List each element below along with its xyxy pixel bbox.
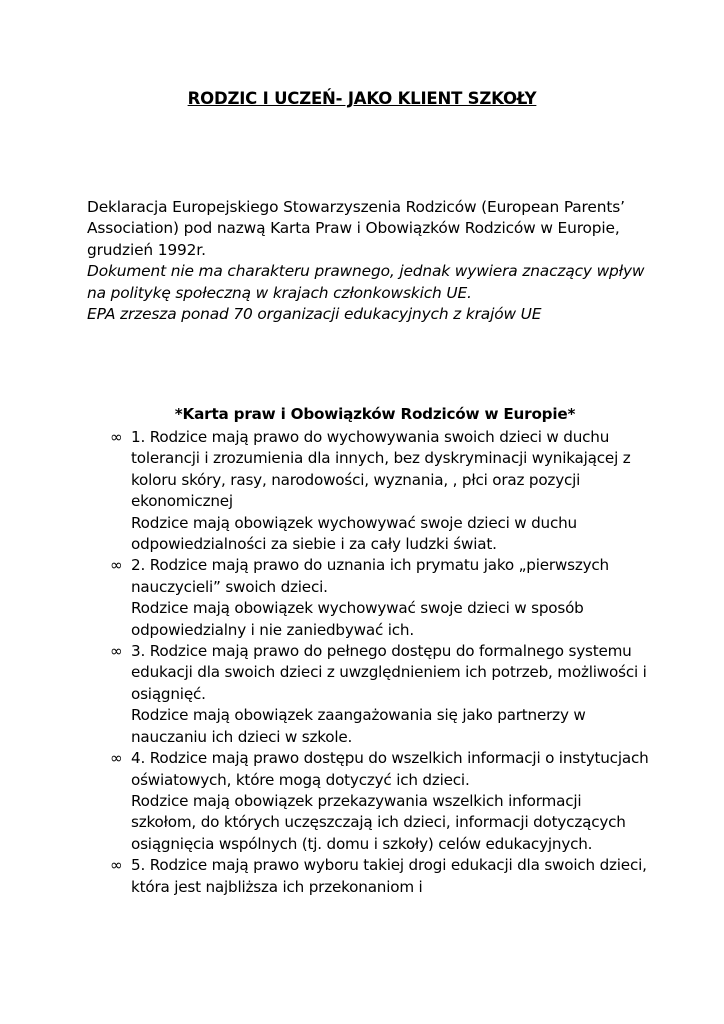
infinity-bullet-icon: ∞ [110,856,123,875]
infinity-bullet-icon: ∞ [110,556,123,575]
duty-text: Rodzice mają obowiązek wychowywać swoje dzieci w duchu odpowiedzialności za siebie i za cały ludzki świat. [131,513,577,554]
list-item [110,855,650,898]
charter-title: *Karta praw i Obowiązków Rodziców w Europie* [174,405,576,423]
right-text: 1. Rodzice mają prawo do wychowywania swoich dzieci w duchu tolerancji i zrozumienia dla innych, bez dyskryminacji wynikającej z koloru skóry, rasy, narodowości, wyznania, , płci oraz pozycji ekonomicznej [131,428,631,511]
infinity-bullet-icon: ∞ [110,428,123,446]
infinity-bullet-icon: ∞ [110,749,123,768]
list-item [110,427,650,555]
epa-note: EPA zrzesza ponad 70 organizacji edukacyjnych z krajów UE [87,305,542,324]
duty-text: Rodzice mają obowiązek przekazywania wszelkich informacji szkołom, do których uczęszczają ich dzieci, informacji dotyczących osiągnięcia wspólnych (tj. domu i szkoły) celów edukacyjnych. [131,791,626,853]
declaration-text: Deklaracja Europejskiego Stowarzyszenia Rodziców (European Parents’ Association) pod nazwą Karta Praw i Obowiązków Rodziców w Europie, grudzień 1992r. [87,198,625,259]
list-item [110,641,650,748]
right-text: 5. Rodzice mają prawo wyboru takiej drogi edukacji dla swoich dzieci, która jest najbliższa ich przekonaniom i [131,856,647,896]
right-text: 3. Rodzice mają prawo do pełnego dostępu do formalnego systemu edukacji dla swoich dzieci z uwzględnieniem ich potrzeb, możliwości i osiągnięć. [131,642,647,703]
right-text: 4. Rodzice mają prawo dostępu do wszelkich informacji o instytucjach oświatowych, które mogą dotyczyć ich dzieci. [131,749,649,789]
infinity-bullet-icon: ∞ [110,642,123,661]
list-item [110,748,650,855]
duty-text: Rodzice mają obowiązek zaangażowania się jako partnerzy w nauczaniu ich dzieci w szkole. [131,706,586,746]
intro-section [87,197,647,325]
page-title: RODZIC I UCZEŃ- JAKO KLIENT SZKOŁY [187,89,537,108]
list-item [110,555,650,641]
legal-note: Dokument nie ma charakteru prawnego, jednak wywiera znaczący wpływ na politykę społeczną w krajach członkowskich UE. [87,262,645,302]
duty-text: Rodzice mają obowiązek wychowywać swoje dzieci w sposób odpowiedzialny i nie zaniedbywać ich. [131,599,584,639]
charter-list [110,427,650,898]
right-text: 2. Rodzice mają prawo do uznania ich prymatu jako „pierwszych nauczycieli” swoich dzieci. [131,556,609,596]
